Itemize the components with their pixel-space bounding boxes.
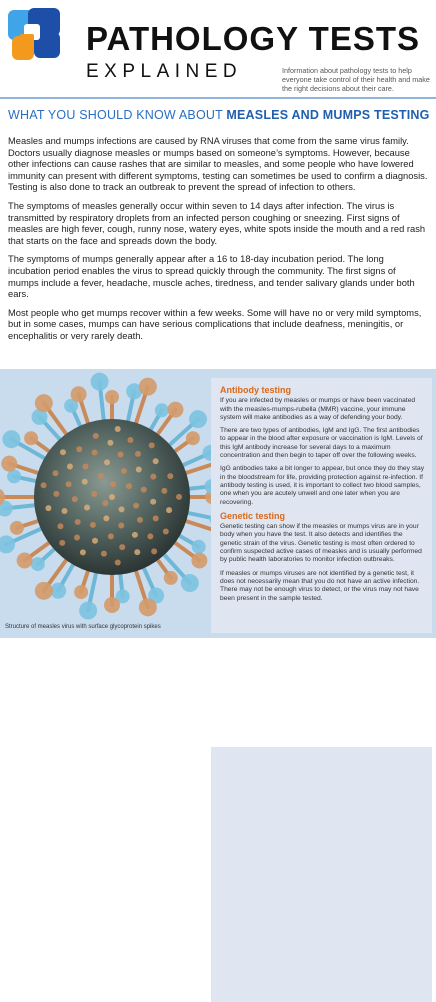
site-subtitle: EXPLAINED: [86, 61, 243, 82]
paragraph: The symptoms of mumps generally appear after a 16 to 18-day incubation period. The long incubation period enables the virus to spread quickly through the community. The first signs of mumps include a fever, headache, muscle aches, tiredness, and tender salivary glands under both ears.: [8, 254, 415, 300]
antibody-testing-heading: Antibody testing: [220, 385, 291, 395]
figure-caption: Structure of measles virus with surface glycoprotein spikes: [5, 624, 161, 630]
section-heading-prefix: WHAT YOU SHOULD KNOW ABOUT: [8, 108, 227, 122]
genetic-testing-heading: Genetic testing: [220, 510, 286, 521]
panel-paragraph: There are two types of antibodies, IgM and IgG. The first antibodies to appear in the blood after exposure or vaccination is IgM. Levels of this IgM antibody increase for several days to a maximum concentration and then begin to taper off over the following weeks.: [220, 427, 423, 460]
paragraph: Measles and mumps infections are caused by RNA viruses that come from the same virus family. Doctors usually diagnose measles or mumps based on someone’s symptoms. However, because other infections can cause rashes that are similar to measles, and some people who have lowered immunity can present with different symptoms, testing can sometimes be used to confirm a diagnosis. Testing is also done to track an outbreak to prevent the spread of infection to others.: [8, 136, 428, 193]
section-heading-bold: MEASLES AND MUMPS TESTING: [226, 108, 430, 122]
info-panel: [211, 747, 432, 1002]
paragraph: Most people who get mumps recover within a few weeks. Some will have no or very mild symptoms, but in some cases, mumps can have serious complications that include deafness, meningitis, or encephalitis or very rarely death.: [8, 307, 422, 341]
panel-paragraph: IgG antibodies take a bit longer to appear, but once they do they stay in the bloodstream for life, providing protection against re-infection. If antibody testing is used, it is important to collect two blood samples, one when you are acutely unwell and one later when you are recovering.: [220, 465, 425, 506]
panel-paragraph: Genetic testing can show if the measles or mumps virus are in your body when you have the test. It also detects and identifies the genetic strain of the virus. Genetic testing is most often ordered to confirm suspected active cases of measles and is usually performed by public health laboratories to monitor infection outbreaks.: [220, 523, 422, 564]
panel-paragraph: If you are infected by measles or mumps or have been vaccinated with the measles-mumps-rubella (MMR) vaccine, your immune system will make antibodies as a way of defending your body.: [220, 397, 416, 421]
article-body: [8, 136, 428, 350]
header-divider: [0, 97, 436, 99]
site-title: PATHOLOGY TESTS: [86, 20, 421, 57]
section-heading: [8, 108, 430, 122]
testing-panel: [211, 378, 432, 633]
measles-virus-image: [0, 369, 218, 638]
tagline: Information about pathology tests to help everyone take control of their health and make the right decisions about their care.: [282, 66, 430, 93]
logo-icon: [6, 6, 62, 62]
paragraph: The symptoms of measles generally occur within seven to 14 days after infection. The virus is transmitted by respiratory droplets from an infected person coughing or sneezing. First signs of measles are high fever, cough, runny nose, watery eyes, white spots inside the mouth and a red rash that starts on the face and spreads down the body.: [8, 200, 426, 246]
panel-paragraph: If measles or mumps viruses are not identified by a genetic test, it does not necessarily mean that you do not have an active infection. There may not be enough virus to detect, or the virus may not have been present in the sample tested.: [220, 569, 420, 602]
page-header: [0, 0, 436, 92]
